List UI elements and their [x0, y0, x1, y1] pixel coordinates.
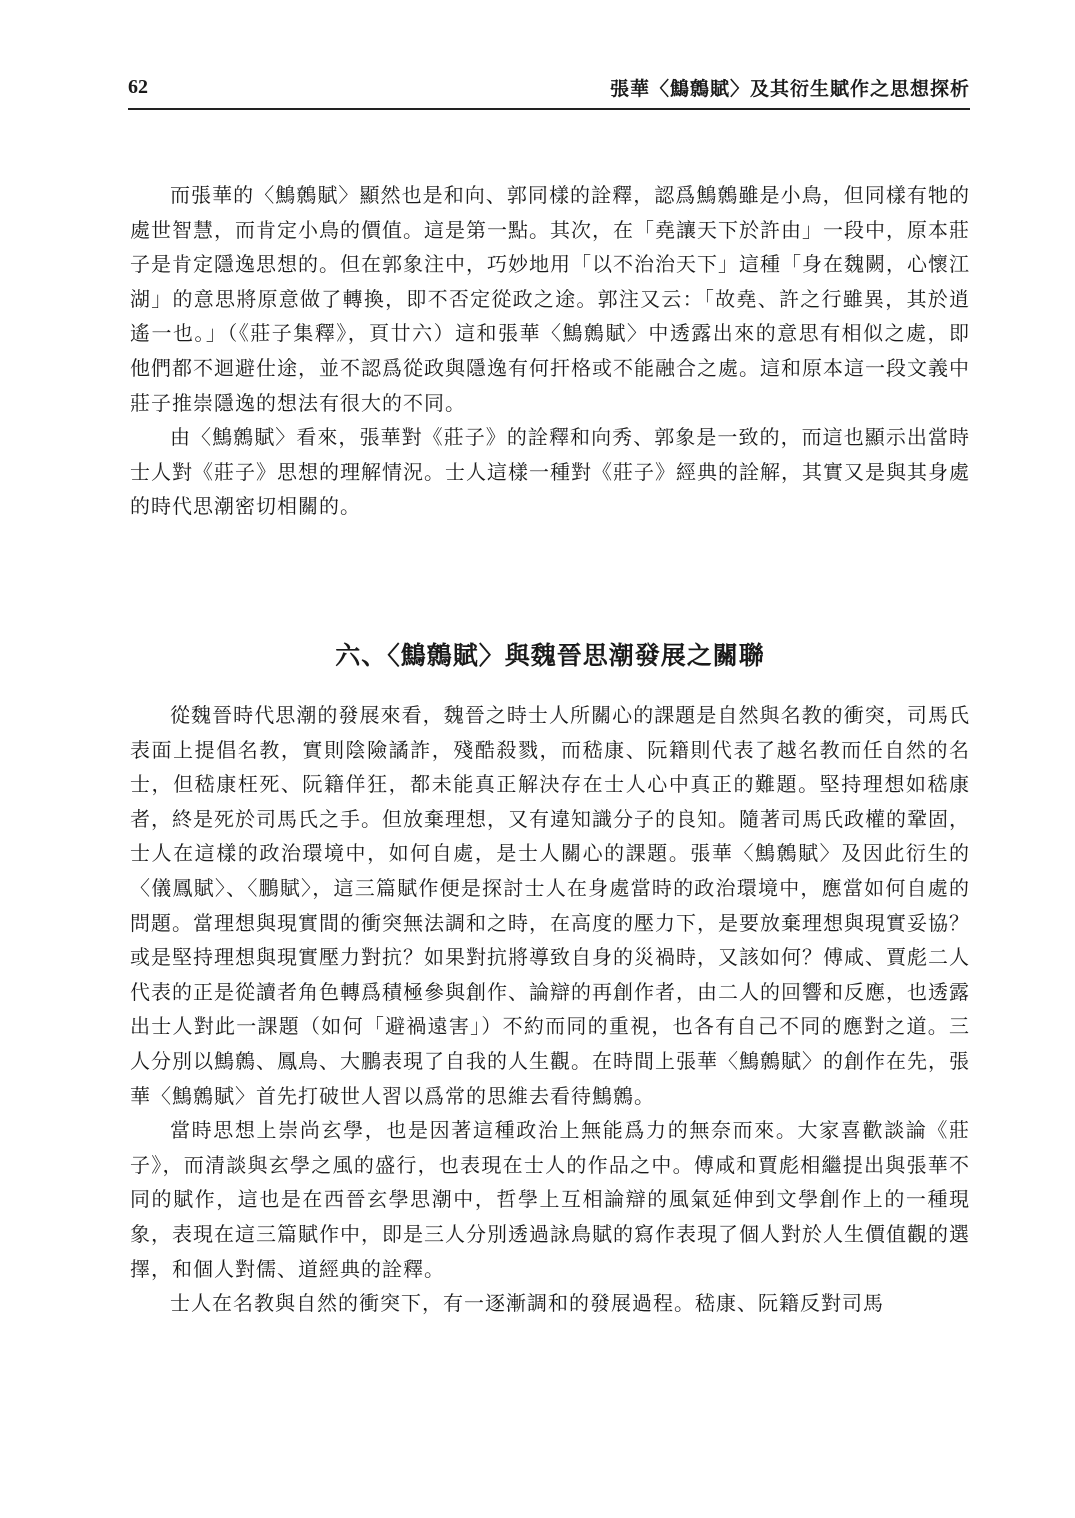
paragraph: 當時思想上崇尚玄學，也是因著這種政治上無能爲力的無奈而來。大家喜歡談論《莊子》，而清談與玄學之風的盛行，也表現在士人的作品之中。傅咸和賈彪相繼提出與張華不同的賦作，這也是在西晉玄學思潮中，哲學上互相論辯的風氣延伸到文學創作上的一種現象，表現在這三篇賦作中，即是三人分別透過詠鳥賦的寫作表現了個人對於人生價值觀的選擇，和個人對儒、道經典的詮釋。: [130, 1118, 970, 1281]
page-number: 62: [128, 76, 148, 98]
running-title: 張華〈鷦鷯賦〉及其衍生賦作之思想探析: [609, 78, 970, 100]
paragraph: 由〈鷦鷯賦〉看來，張華對《莊子》的詮釋和向秀、郭象是一致的，而這也顯示出當時士人對《莊子》思想的理解情況。士人這樣一種對《莊子》經典的詮解，其實又是與其身處的時代思潮密切相關的。: [130, 425, 970, 519]
header-rule: [128, 108, 970, 110]
paragraph: 而張華的〈鷦鷯賦〉顯然也是和向、郭同樣的詮釋，認爲鷦鷯雖是小鳥，但同樣有牠的處世智慧，而肯定小鳥的價值。這是第一點。其次，在「堯讓天下於許由」一段中，原本莊子是肯定隱逸思想的。但在郭象注中，巧妙地用「以不治治天下」這種「身在魏闕，心懷江湖」的意思將原意做了轉換，即不否定從政之途。郭注又云：「故堯、許之行雖異，其於逍遙一也。」（《莊子集釋》，頁廿六）這和張華〈鷦鷯賦〉中透露出來的意思有相似之處，即他們都不迴避仕途，並不認爲從政與隱逸有何扞格或不能融合之處。這和原本這一段文義中莊子推崇隱逸的想法有很大的不同。: [130, 183, 970, 415]
page-header: [128, 70, 970, 104]
section-heading: 六、〈鷦鷯賦〉與魏晉思潮發展之關聯: [335, 641, 765, 670]
text-block-top: [130, 178, 970, 524]
text-block-bottom: [130, 698, 970, 1321]
paragraph: 從魏晉時代思潮的發展來看，魏晉之時士人所關心的課題是自然與名教的衝突，司馬氏表面上提倡名教，實則陰險譎詐，殘酷殺戮，而嵇康、阮籍則代表了越名教而任自然的名士，但嵇康枉死、阮籍佯狂，都未能真正解決存在士人心中真正的難題。堅持理想如嵇康者，終是死於司馬氏之手。但放棄理想，又有違知識分子的良知。隨著司馬氏政權的鞏固，士人在這樣的政治環境中，如何自處，是士人關心的課題。張華〈鷦鷯賦〉及因此衍生的〈儀鳳賦〉、〈鵬賦〉，這三篇賦作便是探討士人在身處當時的政治環境中，應當如何自處的問題。當理想與現實間的衝突無法調和之時，在高度的壓力下，是要放棄理想與現實妥協？或是堅持理想與現實壓力對抗？如果對抗將導致自身的災禍時，又該如何？傅咸、賈彪二人代表的正是從讀者角色轉爲積極參與創作、論辯的再創作者，由二人的回響和反應，也透露出士人對此一課題（如何「避禍遠害」）不約而同的重視，也各有自己不同的應對之道。三人分別以鷦鷯、鳳鳥、大鵬表現了自我的人生觀。在時間上張華〈鷦鷯賦〉的創作在先，張華〈鷦鷯賦〉首先打破世人習以爲常的思維去看待鷦鷯。: [130, 703, 970, 1108]
paragraph: 士人在名教與自然的衝突下，有一逐漸調和的發展過程。嵇康、阮籍反對司馬: [170, 1291, 884, 1316]
